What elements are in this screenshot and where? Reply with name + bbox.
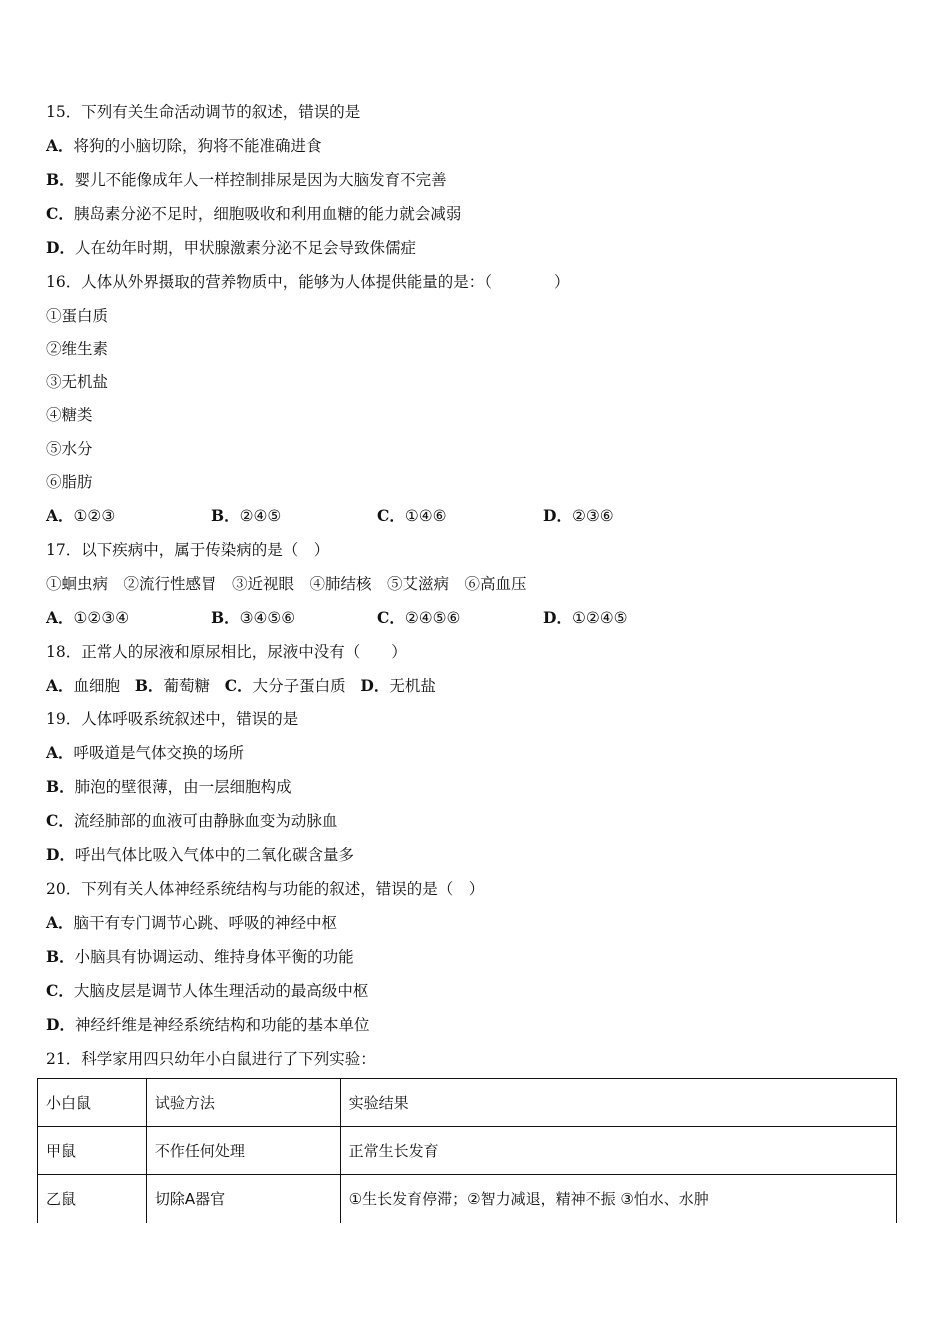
q18-stem: 18．正常人的尿液和原尿相比，尿液中没有（ ） <box>46 643 407 661</box>
option-text: 呼出气体比吸入气体中的二氧化碳含量多 <box>74 846 354 864</box>
q20-option-d <box>46 1015 369 1035</box>
table-header-cell: 试验方法 <box>146 1079 340 1127</box>
experiment-table <box>37 1078 897 1223</box>
option-letter: B． <box>46 947 75 966</box>
q19-option-c <box>46 811 337 831</box>
option-text: 人在幼年时期，甲状腺激素分泌不足会导致侏儒症 <box>74 239 416 257</box>
option-text: 无机盐 <box>389 677 436 695</box>
option-text: 婴儿不能像成年人一样控制排尿是因为大脑发育不完善 <box>74 171 447 189</box>
q16-option-b <box>211 506 281 526</box>
q16-stem: 16．人体从外界摄取的营养物质中，能够为人体提供能量的是：（ ） <box>46 273 570 291</box>
q19-option-a <box>46 743 244 763</box>
q17-option-a <box>46 608 129 628</box>
option-letter: D． <box>543 608 572 627</box>
table-row <box>38 1175 897 1223</box>
q15-option-a <box>46 136 322 156</box>
q16-item: ③无机盐 <box>46 373 109 391</box>
table-header-row <box>38 1079 897 1127</box>
q18-options <box>46 676 436 696</box>
option-text: ②④⑤ <box>239 507 282 525</box>
q17-option-d <box>543 608 628 628</box>
option-letter: D． <box>360 676 390 695</box>
q19-stem: 19．人体呼吸系统叙述中，错误的是 <box>46 710 299 728</box>
option-text: ①②③④ <box>73 609 130 627</box>
q20-option-b <box>46 947 354 967</box>
q17-option-b <box>211 608 295 628</box>
option-text: ②③⑥ <box>571 507 614 525</box>
option-letter: C． <box>46 981 74 1000</box>
q16-item: ⑥脂肪 <box>46 473 93 491</box>
option-letter: B． <box>46 777 75 796</box>
table-cell: 不作任何处理 <box>146 1127 340 1175</box>
q16-option-a <box>46 506 115 526</box>
q16-item: ⑤水分 <box>46 440 93 458</box>
option-text: 流经肺部的血液可由静脉血变为动脉血 <box>73 812 338 830</box>
option-text: ①②③ <box>73 507 116 525</box>
q15-option-b <box>46 170 447 190</box>
option-text: 将狗的小脑切除，狗将不能准确进食 <box>73 137 322 155</box>
option-text: 呼吸道是气体交换的场所 <box>73 744 245 762</box>
q16-item: ④糖类 <box>46 406 93 424</box>
option-text: 小脑具有协调运动、维持身体平衡的功能 <box>74 948 354 966</box>
q15-stem: 15．下列有关生命活动调节的叙述，错误的是 <box>46 103 361 121</box>
option-letter: A． <box>46 136 74 155</box>
q17-option-c <box>377 608 460 628</box>
q15-option-c <box>46 204 461 224</box>
q19-option-b <box>46 777 292 797</box>
option-letter: C． <box>46 204 74 223</box>
option-letter: C． <box>46 811 74 830</box>
table-cell: 正常生长发育 <box>340 1127 896 1175</box>
option-text: 血细胞 <box>73 677 121 695</box>
option-letter: A． <box>46 676 74 695</box>
option-letter: B． <box>211 506 240 525</box>
option-letter: B． <box>134 676 164 695</box>
q16-item: ②维生素 <box>46 340 109 358</box>
table-cell: 甲鼠 <box>38 1127 147 1175</box>
option-text: 胰岛素分泌不足时，细胞吸收和利用血糖的能力就会减弱 <box>73 205 462 223</box>
q20-option-a <box>46 913 337 933</box>
option-text: 葡萄糖 <box>163 677 210 695</box>
option-letter: A． <box>46 743 74 762</box>
option-letter: C． <box>224 676 253 695</box>
option-letter: A． <box>46 913 74 932</box>
option-text: 脑干有专门调节心跳、呼吸的神经中枢 <box>73 914 338 932</box>
q15-option-d <box>46 238 416 258</box>
table-cell: 乙鼠 <box>38 1175 147 1223</box>
q16-option-c <box>377 506 447 526</box>
option-letter: B． <box>211 608 240 627</box>
option-letter: D． <box>46 845 75 864</box>
q20-option-c <box>46 981 368 1001</box>
table-cell: 切除A器官 <box>146 1175 340 1223</box>
option-text: 大分子蛋白质 <box>252 677 346 695</box>
option-text: ③④⑤⑥ <box>239 609 296 627</box>
option-text: 大脑皮层是调节人体生理活动的最高级中枢 <box>73 982 369 1000</box>
option-letter: B． <box>46 170 75 189</box>
option-letter: D． <box>46 238 75 257</box>
option-text: 肺泡的壁很薄，由一层细胞构成 <box>74 778 292 796</box>
table-header-cell: 实验结果 <box>340 1079 896 1127</box>
option-text: 神经纤维是神经系统结构和功能的基本单位 <box>74 1016 370 1034</box>
table-row <box>38 1127 897 1175</box>
option-letter: D． <box>46 1015 75 1034</box>
option-text: ①②④⑤ <box>571 609 628 627</box>
option-letter: A． <box>46 506 74 525</box>
q16-item: ①蛋白质 <box>46 307 109 325</box>
option-text: ②④⑤⑥ <box>404 609 461 627</box>
q17-items: ①蛔虫病 ②流行性感冒 ③近视眼 ④肺结核 ⑤艾滋病 ⑥高血压 <box>46 575 527 593</box>
option-letter: D． <box>543 506 572 525</box>
table-cell: ①生长发育停滞；②智力减退，精神不振 ③怕水、水肿 <box>340 1175 896 1223</box>
q20-stem: 20．下列有关人体神经系统结构与功能的叙述，错误的是（ ） <box>46 880 485 898</box>
table-header-cell: 小白鼠 <box>38 1079 147 1127</box>
option-letter: C． <box>377 506 405 525</box>
q17-stem: 17．以下疾病中，属于传染病的是（ ） <box>46 541 330 559</box>
option-letter: C． <box>377 608 405 627</box>
option-letter: A． <box>46 608 74 627</box>
q21-stem: 21．科学家用四只幼年小白鼠进行了下列实验： <box>46 1050 376 1068</box>
option-text: ①④⑥ <box>404 507 447 525</box>
q19-option-d <box>46 845 354 865</box>
q16-option-d <box>543 506 614 526</box>
